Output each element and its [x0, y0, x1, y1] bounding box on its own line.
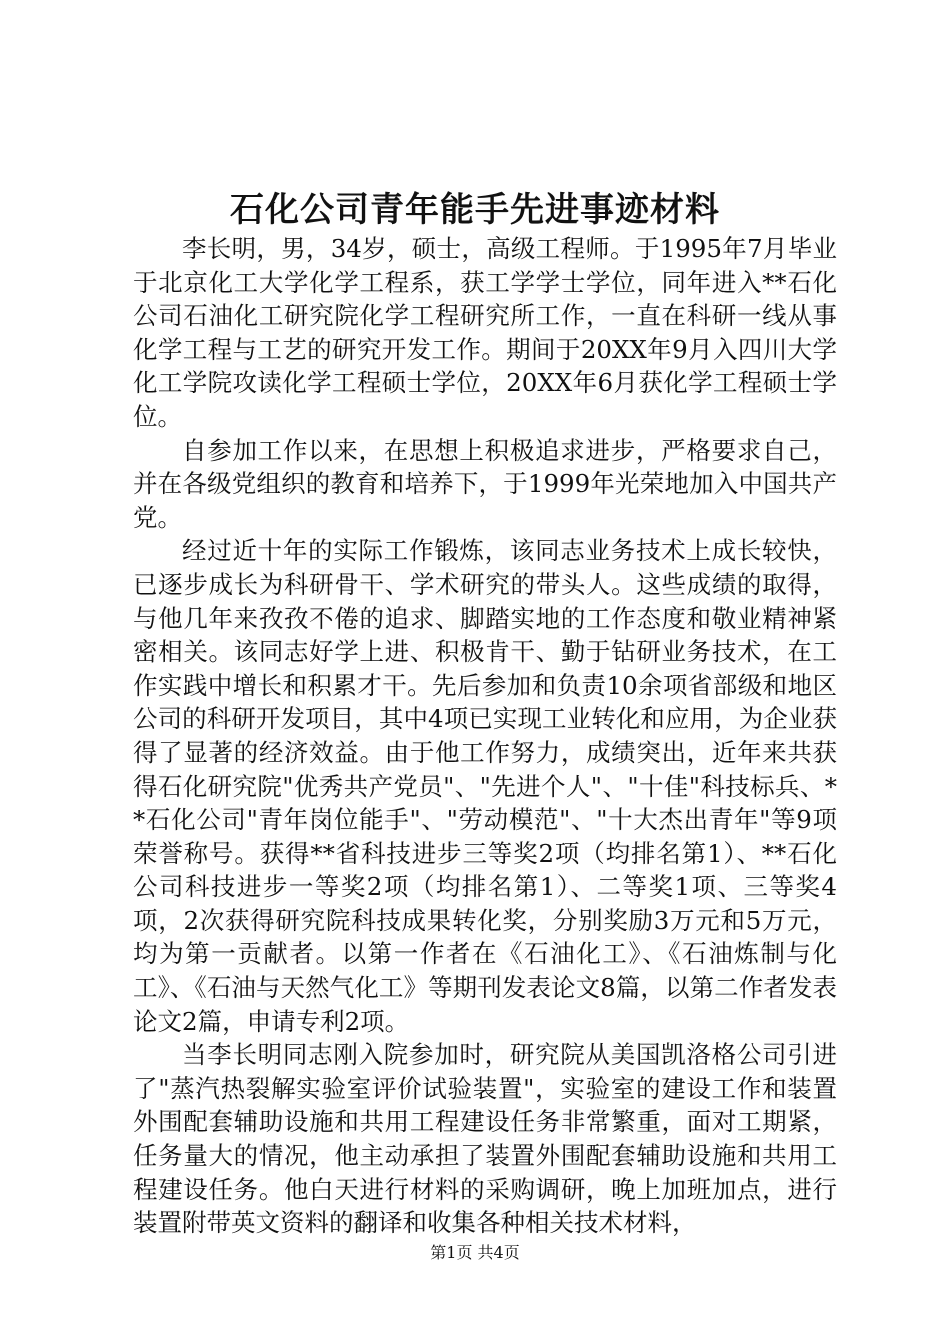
- paragraph-4: 当李长明同志刚入院参加时，研究院从美国凯洛格公司引进了"蒸汽热裂解实验室评价试验装置"，实验室的建设工作和装置外围配套辅助设施和共用工程建设任务非常繁重，面对工期紧，任务量大的情况，他主动承担了装置外围配套辅助设施和共用工程建设任务。他白天进行材料的采购调研，晚上加班加点，进行装置附带英文资料的翻译和收集各种相关技术材料，: [133, 1040, 837, 1238]
- paragraph-2: 自参加工作以来，在思想上积极追求进步，严格要求自己，并在各级党组织的教育和培养下，于1999年光荣地加入中国共产党。: [133, 435, 837, 532]
- paragraph-3: 经过近十年的实际工作锻炼，该同志业务技术上成长较快，已逐步成长为科研骨干、学术研究的带头人。这些成绩的取得，与他几年来孜孜不倦的追求、脚踏实地的工作态度和敬业精神紧密相关。该同志好学上进、积极肯干、勤于钻研业务技术，在工作实践中增长和积累才干。先后参加和负责10余项省部级和地区公司的科研开发项目，其中4项已实现工业转化和应用，为企业获得了显著的经济效益。由于他工作努力，成绩突出，近年来共获得石化研究院"优秀共产党员"、"先进个人"、"十佳"科技标兵、**石化公司"青年岗位能手"、"劳动模范"、"十大杰出青年"等9项荣誉称号。获得**省科技进步三等奖2项（均排名第1）、**石化公司科技进步一等奖2项（均排名第1）、二等奖1项、三等奖4项，2次获得研究院科技成果转化奖，分别奖励3万元和5万元，均为第一贡献者。以第一作者在《石油化工》、《石油炼制与化工》、《石油与天然气化工》等期刊发表论文8篇，以第二作者发表论文2篇，申请专利2项。: [133, 536, 837, 1036]
- document-title: 石化公司青年能手先进事迹材料: [230, 190, 720, 230]
- document-body: [133, 232, 837, 1240]
- paragraph-1: 李长明，男，34岁，硕士，高级工程师。于1995年7月毕业于北京化工大学化学工程系，获工学学士学位，同年进入**石化公司石油化工研究院化学工程研究所工作，一直在科研一线从事化学工程与工艺的研究开发工作。期间于20XX年9月入四川大学化工学院攻读化学工程硕士学位，20XX年6月获化学工程硕士学位。: [133, 234, 837, 431]
- page-footer: 第1页 共4页: [430, 1243, 520, 1262]
